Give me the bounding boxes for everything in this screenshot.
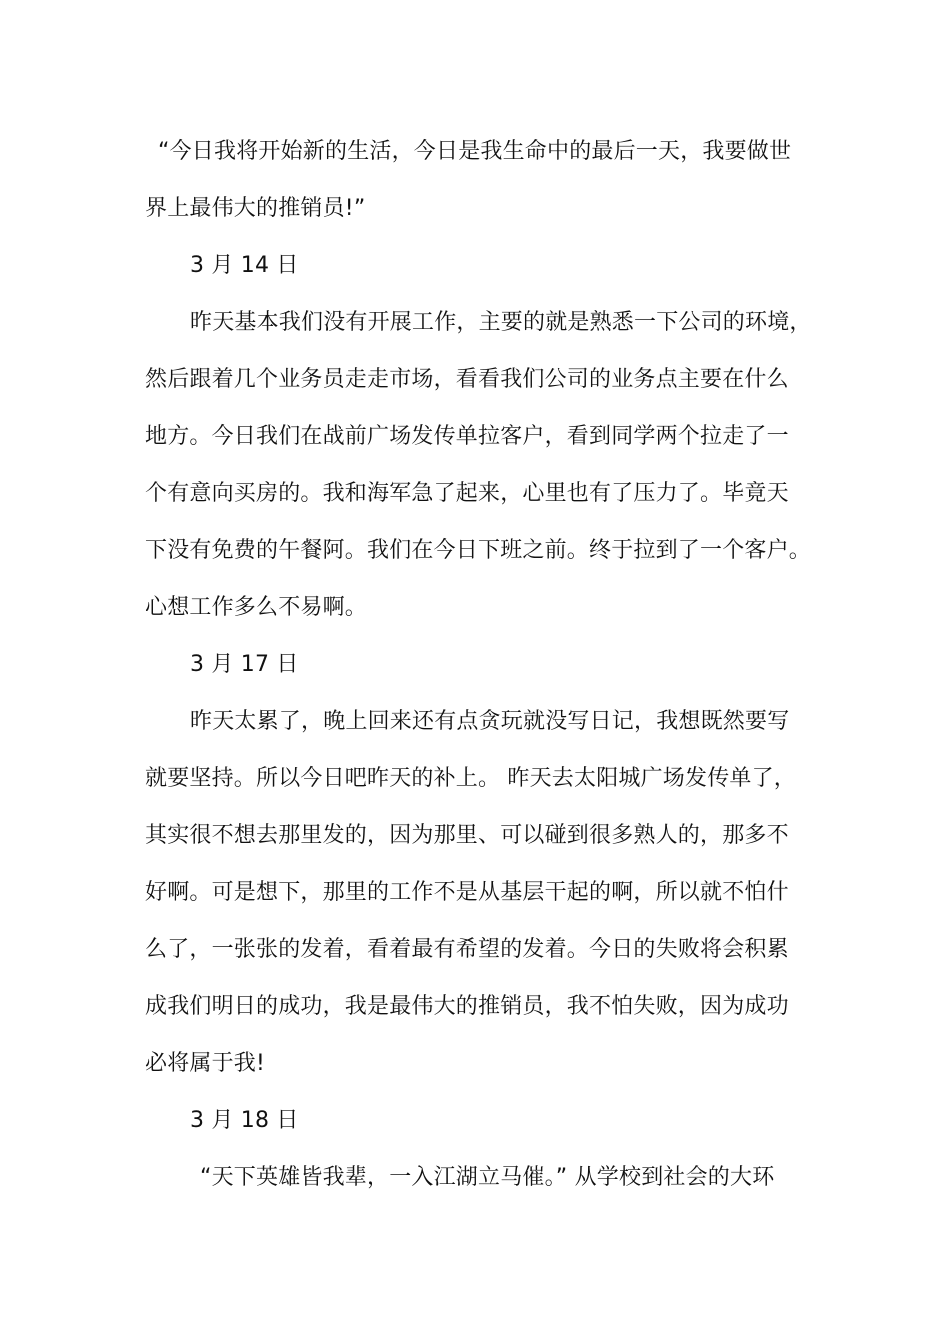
text-line: 就要坚持。所以今日吧昨天的补上。 昨天去太阳城广场发传单了，: [145, 766, 796, 791]
text-line: 然后跟着几个业务员走走市场，看看我们公司的业务点主要在什么: [145, 367, 789, 392]
date-heading: 3 月 14 日: [190, 253, 299, 278]
text-line: 心想工作多么不易啊。: [145, 595, 368, 620]
text-line: 成我们明日的成功，我是最伟大的推销员，我不怕失败，因为成功: [145, 994, 789, 1019]
text-line: 界上最伟大的推销员!”: [145, 196, 366, 221]
text-line: 地方。今日我们在战前广场发传单拉客户，看到同学两个拉走了一: [145, 424, 789, 449]
text-line: 好啊。可是想下，那里的工作不是从基层干起的啊，所以就不怕什: [145, 880, 789, 905]
date-heading: 3 月 18 日: [190, 1108, 299, 1133]
text-line: 昨天基本我们没有开展工作，主要的就是熟悉一下公司的环境，: [190, 310, 812, 335]
text-line: 个有意向买房的。我和海军急了起来，心里也有了压力了。毕竟天: [145, 481, 789, 506]
text-line: 昨天太累了，晚上回来还有点贪玩就没写日记，我想既然要写: [190, 709, 790, 734]
text-line: 其实很不想去那里发的，因为那里、可以碰到很多熟人的，那多不: [145, 823, 789, 848]
text-line: “天下英雄皆我辈，一入江湖立马催。” 从学校到社会的大环: [200, 1165, 775, 1190]
text-line: “今日我将开始新的生活，今日是我生命中的最后一天，我要做世: [158, 139, 792, 164]
date-heading: 3 月 17 日: [190, 652, 299, 677]
text-line: 必将属于我!: [145, 1051, 266, 1076]
text-line: 下没有免费的午餐阿。我们在今日下班之前。终于拉到了一个客户。: [145, 538, 812, 563]
text-line: 么了，一张张的发着，看着最有希望的发着。今日的失败将会积累: [145, 937, 789, 962]
